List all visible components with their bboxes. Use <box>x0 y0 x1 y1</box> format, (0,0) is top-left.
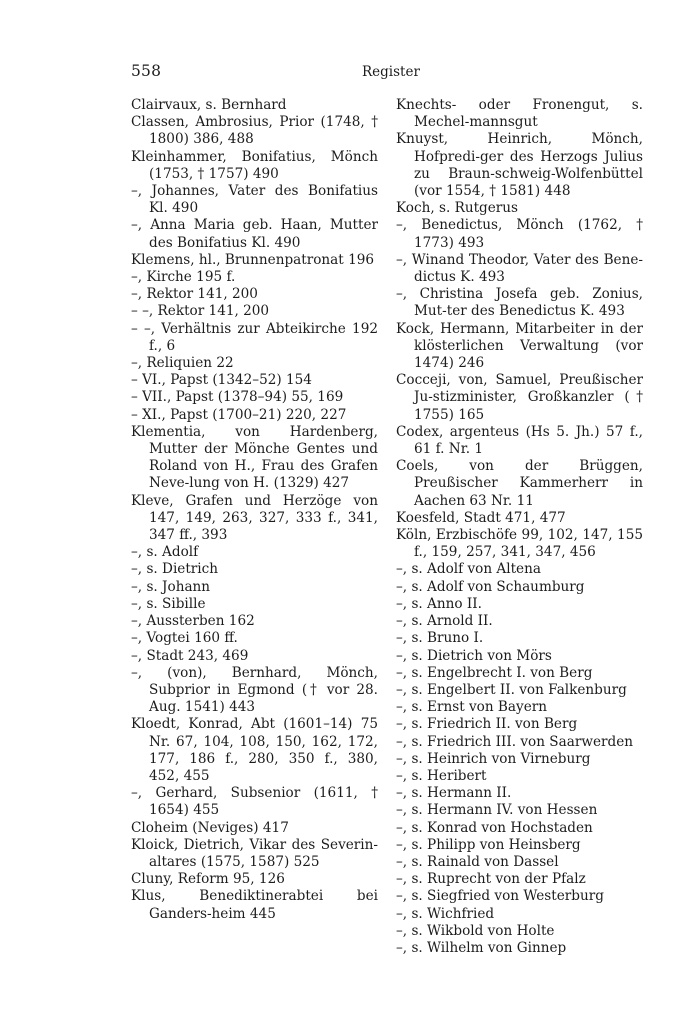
index-entry: Kleinhammer, Bonifatius, Mönch (1753, † 1757) 490 <box>131 148 378 182</box>
index-entry: –, Kirche 195 f. <box>131 269 236 286</box>
index-entry: –, Vogtei 160 ff. <box>131 630 238 647</box>
index-entry: –, s. Heinrich von Virneburg <box>396 750 591 767</box>
index-entry: – –, Verhältnis zur Abteikirche 192 f., 6 <box>131 320 378 354</box>
index-entry: Kloedt, Konrad, Abt (1601–14) 75 Nr. 67, 104, 108, 150, 162, 172, 177, 186 f., 280, 350 f., 380, 452, 455 <box>131 716 378 784</box>
index-entry: Kleve, Grafen und Herzöge von 147, 149, 263, 327, 333 f., 341, 347 ff., 393 <box>131 492 378 544</box>
index-entry: Klementia, von Hardenberg, Mutter der Mönche Gentes und Roland von H., Frau des Grafen Neve-lung von H. (1329) 427 <box>131 423 378 492</box>
index-entry: –, s. Heribert <box>396 767 487 784</box>
index-entry: –, s. Wikbold von Holte <box>396 922 555 939</box>
index-entry: Clairvaux, s. Bernhard <box>131 97 287 113</box>
index-entry: –, s. Ruprecht von der Pfalz <box>396 871 586 888</box>
index-entry: Klemens, hl., Brunnenpatronat 196 <box>131 251 375 268</box>
index-entry: –, s. Engelbert II. von Falkenburg <box>396 681 627 698</box>
index-entry: –, s. Konrad von Hochstaden <box>396 819 593 836</box>
index-entry: – VII., Papst (1378–94) 55, 169 <box>131 389 344 406</box>
index-entry: –, Aussterben 162 <box>131 613 255 630</box>
index-entry: Koch, s. Rutgerus <box>396 200 519 217</box>
index-entry: Köln, Erzbischöfe 99, 102, 147, 155 f., 159, 257, 341, 347, 456 <box>396 527 643 561</box>
index-entry: –, Benedictus, Mönch (1762, † 1773) 493 <box>396 217 643 251</box>
index-entry: Cloheim (Neviges) 417 <box>131 819 289 836</box>
index-entry: –, Winand Theodor, Vater des Bene-dictus K. 493 <box>396 251 643 286</box>
index-entry: Knuyst, Heinrich, Mönch, Hofpredi-ger des Herzogs Julius zu Braun-schweig-Wolfenbüttel (vor 1554, † 1581) 448 <box>396 131 643 200</box>
index-entry: –, s. Arnold II. <box>396 613 493 630</box>
index-entry: –, Christina Josefa geb. Zonius, Mut-ter des Benedictus K. 493 <box>396 286 643 320</box>
index-entry: –, s. Adolf von Schaumburg <box>396 578 585 595</box>
index-entry: –, s. Wichfried <box>396 905 495 922</box>
page-number: 558 <box>131 62 162 80</box>
index-entry: –, s. Hermann II. <box>396 785 512 802</box>
index-entry: –, s. Hermann IV. von Hessen <box>396 802 598 819</box>
index-entry: –, s. Anno II. <box>396 595 482 612</box>
index-entry: Coels, von der Brüggen, Preußischer Kammerherr in Aachen 63 Nr. 11 <box>396 458 643 509</box>
index-entry: –, Anna Maria geb. Haan, Mutter des Bonifatius Kl. 490 <box>131 217 378 251</box>
index-entry: –, Rektor 141, 200 <box>131 286 258 303</box>
index-entry: –, s. Adolf <box>131 544 199 561</box>
index-entry: –, s. Friedrich II. von Berg <box>396 716 578 733</box>
index-entry: –, s. Johann <box>131 578 211 595</box>
index-entry: –, s. Dietrich von Mörs <box>396 647 552 664</box>
index-entry: –, s. Bruno I. <box>396 630 484 647</box>
index-entry: –, s. Rainald von Dassel <box>396 853 559 870</box>
index-entry: – –, Rektor 141, 200 <box>131 303 270 320</box>
index-entry: –, s. Ernst von Bayern <box>396 699 548 716</box>
index-column-right <box>396 97 643 957</box>
index-entry: Cocceji, von, Samuel, Preußischer Ju-stizminister, Großkanzler († 1755) 165 <box>396 372 643 423</box>
index-entry: –, s. Philipp von Heinsberg <box>396 836 581 853</box>
index-entry: –, s. Sibille <box>131 595 206 612</box>
running-head: Register <box>362 64 420 80</box>
index-entry: –, s. Wilhelm von Ginnep <box>396 939 567 956</box>
index-entry: Klus, Benediktinerabtei bei Ganders-heim 445 <box>131 888 378 922</box>
index-entry: –, s. Engelbrecht I. von Berg <box>396 664 593 681</box>
index-entry: Cluny, Reform 95, 126 <box>131 871 285 888</box>
index-entry: – XI., Papst (1700–21) 220, 227 <box>131 406 347 423</box>
index-entry: –, s. Dietrich <box>131 561 219 578</box>
index-column-left <box>131 97 378 923</box>
index-entry: –, s. Siegfried von Westerburg <box>396 888 604 905</box>
index-entry: Kock, Hermann, Mitarbeiter in der klösterlichen Verwaltung (vor 1474) 246 <box>396 320 643 372</box>
index-entry: –, Stadt 243, 469 <box>131 647 249 664</box>
index-entry: – VI., Papst (1342–52) 154 <box>131 372 312 389</box>
index-entry: –, Reliquien 22 <box>131 355 234 372</box>
index-entry: –, (von), Bernhard, Mönch, Subprior in Egmond († vor 28. Aug. 1541) 443 <box>131 664 378 716</box>
index-entry: –, s. Adolf von Altena <box>396 561 541 578</box>
index-entry: Kloick, Dietrich, Vikar des Severin-altares (1575, 1587) 525 <box>131 836 378 870</box>
index-entry: Classen, Ambrosius, Prior (1748, † 1800) 386, 488 <box>131 114 378 148</box>
index-entry: –, Johannes, Vater des Bonifatius Kl. 490 <box>131 183 378 217</box>
index-entry: –, s. Friedrich III. von Saarwerden <box>396 733 634 750</box>
index-entry: –, Gerhard, Subsenior (1611, † 1654) 455 <box>131 785 378 819</box>
index-entry: Knechts- oder Fronengut, s. Mechel-mannsgut <box>396 97 643 131</box>
index-entry: Codex, argenteus (Hs 5. Jh.) 57 f., 61 f. Nr. 1 <box>396 423 643 458</box>
index-entry: Koesfeld, Stadt 471, 477 <box>396 509 566 526</box>
